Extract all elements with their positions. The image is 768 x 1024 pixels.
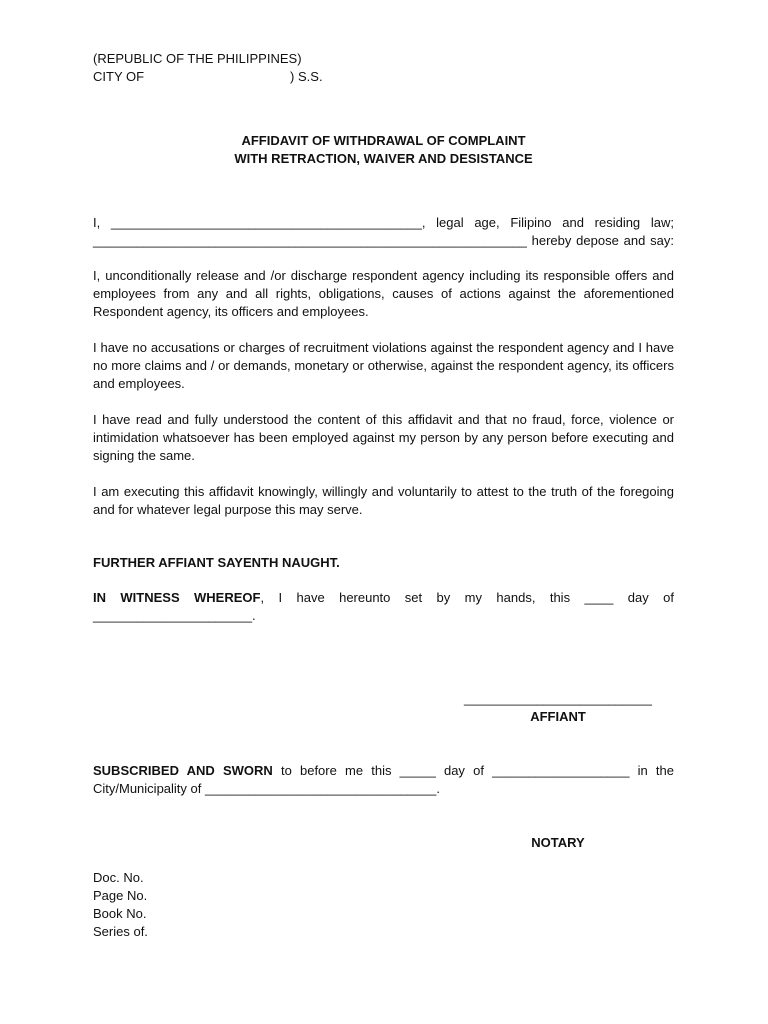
affidavit-document bbox=[93, 50, 674, 941]
ss-label: ) S.S. bbox=[290, 69, 323, 84]
title-line-1: AFFIDAVIT OF WITHDRAWAL OF COMPLAINT bbox=[241, 133, 526, 148]
city-line bbox=[93, 68, 674, 86]
paragraph-no-accusations: I have no accusations or charges of recruitment violations against the respondent agency and I have no more claims and / or demands, monetary or otherwise, against the respondent agency, its officers and employees. bbox=[93, 340, 674, 391]
doc-no: Doc. No. bbox=[93, 870, 144, 885]
witness-line-1 bbox=[93, 589, 674, 607]
city-blank bbox=[144, 68, 290, 86]
affiant-signature-block bbox=[463, 690, 653, 726]
title-line-2: WITH RETRACTION, WAIVER AND DESISTANCE bbox=[234, 151, 533, 166]
notarial-register-list bbox=[93, 869, 674, 941]
affiant-signature-line: __________________________ bbox=[464, 691, 652, 706]
witness-line-2: ______________________. bbox=[93, 608, 256, 623]
intro-line-1: I, ___________________________________________, legal age, Filipino and residing law; bbox=[93, 215, 674, 230]
document-title bbox=[93, 132, 674, 168]
subscribed-bold: SUBSCRIBED AND SWORN bbox=[93, 763, 273, 778]
affiant-label: AFFIANT bbox=[530, 709, 586, 724]
subscribed-block bbox=[93, 762, 674, 798]
series-of: Series of. bbox=[93, 924, 148, 939]
paragraph-release: I, unconditionally release and /or discharge respondent agency including its responsible offers and employees from any and all rights, obligations, causes of actions against the aforementioned Respondent agency, its officers and employees. bbox=[93, 268, 674, 319]
republic-line: (REPUBLIC OF THE PHILIPPINES) bbox=[93, 51, 302, 66]
witness-block bbox=[93, 589, 674, 625]
witness-rest: , I have hereunto set by my hands, this ____ day of bbox=[260, 590, 674, 605]
paragraph-understood: I have read and fully understood the content of this affidavit and that no fraud, force, violence or intimidation whatsoever has been employed against my person by any person before executing and signing the same. bbox=[93, 412, 674, 463]
page-no: Page No. bbox=[93, 888, 148, 903]
document-header bbox=[93, 50, 674, 86]
intro-line-2: ____________________________________________________________ hereby depose and say: bbox=[93, 233, 674, 248]
intro-block bbox=[93, 214, 674, 250]
subscribed-rest: to before me this _____ day of ___________________ in the bbox=[272, 763, 674, 778]
subscribed-line-2: City/Municipality of ________________________________. bbox=[93, 781, 440, 796]
city-label: CITY OF bbox=[93, 69, 145, 84]
witness-bold: IN WITNESS WHEREOF bbox=[93, 590, 261, 605]
subscribed-line-1 bbox=[93, 762, 674, 780]
further-affiant-line: FURTHER AFFIANT SAYENTH NAUGHT. bbox=[93, 555, 340, 570]
notary-label: NOTARY bbox=[531, 835, 585, 850]
book-no: Book No. bbox=[93, 906, 147, 921]
paragraph-executing: I am executing this affidavit knowingly, willingly and voluntarily to attest to the truth of the foregoing and for whatever legal purpose this may serve. bbox=[93, 484, 674, 517]
